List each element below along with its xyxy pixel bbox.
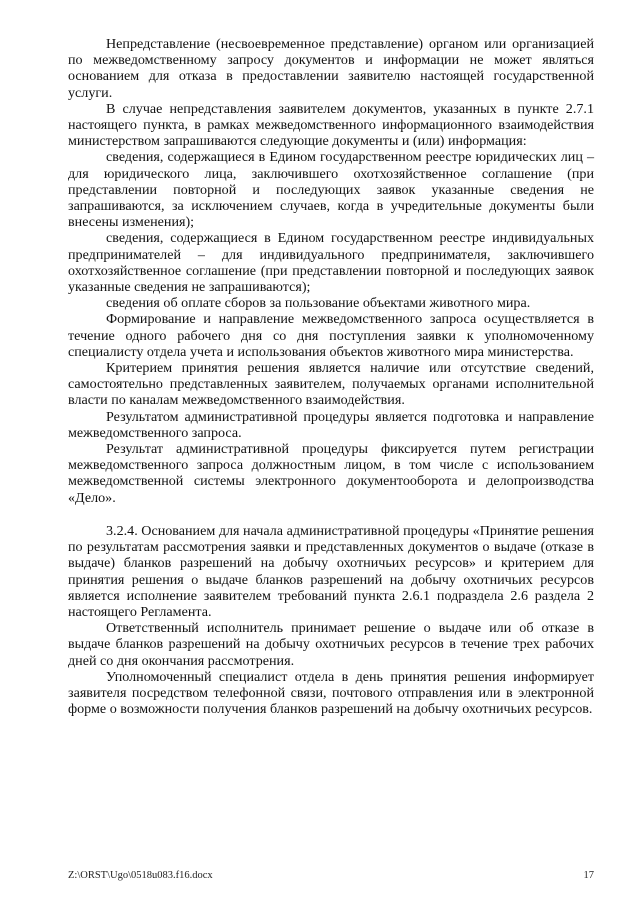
paragraph-section-3-2-4: 3.2.4. Основанием для начала административной процедуры «Принятие решения по результатам рассмотрения заявки и представленных документов о выдаче (отказе в выдаче) бланков разрешений на добычу охотничьих ресурсов» и критерием для принятия решения о выдаче бланков разрешений на добычу охотничьих ресурсов является исполнение заявителем требований пункта 2.6.1 подраздела 2.6 раздела 2 настоящего Регламента. [68,522,594,620]
paragraph-interagency-request: В случае непредставления заявителем документов, указанных в пункте 2.7.1 настоящего пункта, в рамках межведомственного информационного взаимодействия министерством запрашиваются следующие документы и (или) информация: [68,100,594,150]
paragraph-specialist-informs: Уполномоченный специалист отдела в день принятия решения информирует заявителя посредством телефонной связи, почтового отправления или в электронной форме о возможности получения бланков разрешений на добычу охотничьих ресурсов. [68,668,594,718]
paragraph-request-formation: Формирование и направление межведомственного запроса осуществляется в течение одного рабочего дня со дня поступления заявки к уполномоченному специалисту отдела учета и использования объектов животного мира министерства. [68,311,594,360]
paragraph-responsible-executor: Ответственный исполнитель принимает решение о выдаче или об отказе в выдаче бланков разрешений на добычу охотничьих ресурсов в течение трех рабочих дней со дня окончания рассмотрения. [68,620,594,669]
paragraph-procedure-result: Результатом административной процедуры является подготовка и направление межведомственного запроса. [68,408,594,441]
paragraph-non-submission: Непредставление (несвоевременное представление) органом или организацией по межведомственному запросу документов и информации не может являться основанием для отказа в предоставлении заявителю настоящей государственной услуги. [68,36,594,101]
page-number: 17 [583,870,594,881]
document-body [68,36,594,717]
paragraph-entrepreneurs-registry: сведения, содержащиеся в Едином государственном реестре индивидуальных предпринимателей – для индивидуального предпринимателя, заключившего охотхозяйственное соглашение (при представлении повторной и последующих заявок указанные сведения не запрашиваются); [68,230,594,296]
footer-file-path: Z:\ORST\Ugo\0518u083.f16.docx [68,870,213,881]
paragraph-fee-payment: сведения об оплате сборов за пользование объектами животного мира. [106,295,531,312]
paragraph-decision-criterion: Критерием принятия решения является наличие или отсутствие сведений, самостоятельно представленных заявителем, получаемых органами исполнительной власти по каналам межведомственного взаимодействия. [68,360,594,409]
paragraph-result-registration: Результат административной процедуры фиксируется путем регистрации межведомственного запроса должностным лицом, в том числе с использованием межведомственной системы электронного документооборота и делопроизводства «Дело». [68,441,594,506]
paragraph-legal-entities-registry: сведения, содержащиеся в Едином государственном реестре юридических лиц – для юридического лица, заключившего охотхозяйственное соглашение (при представлении повторной и последующих заявок указанные сведения не запрашиваются, за исключением случаев, когда в учредительные документы были внесены изменения); [68,149,594,231]
